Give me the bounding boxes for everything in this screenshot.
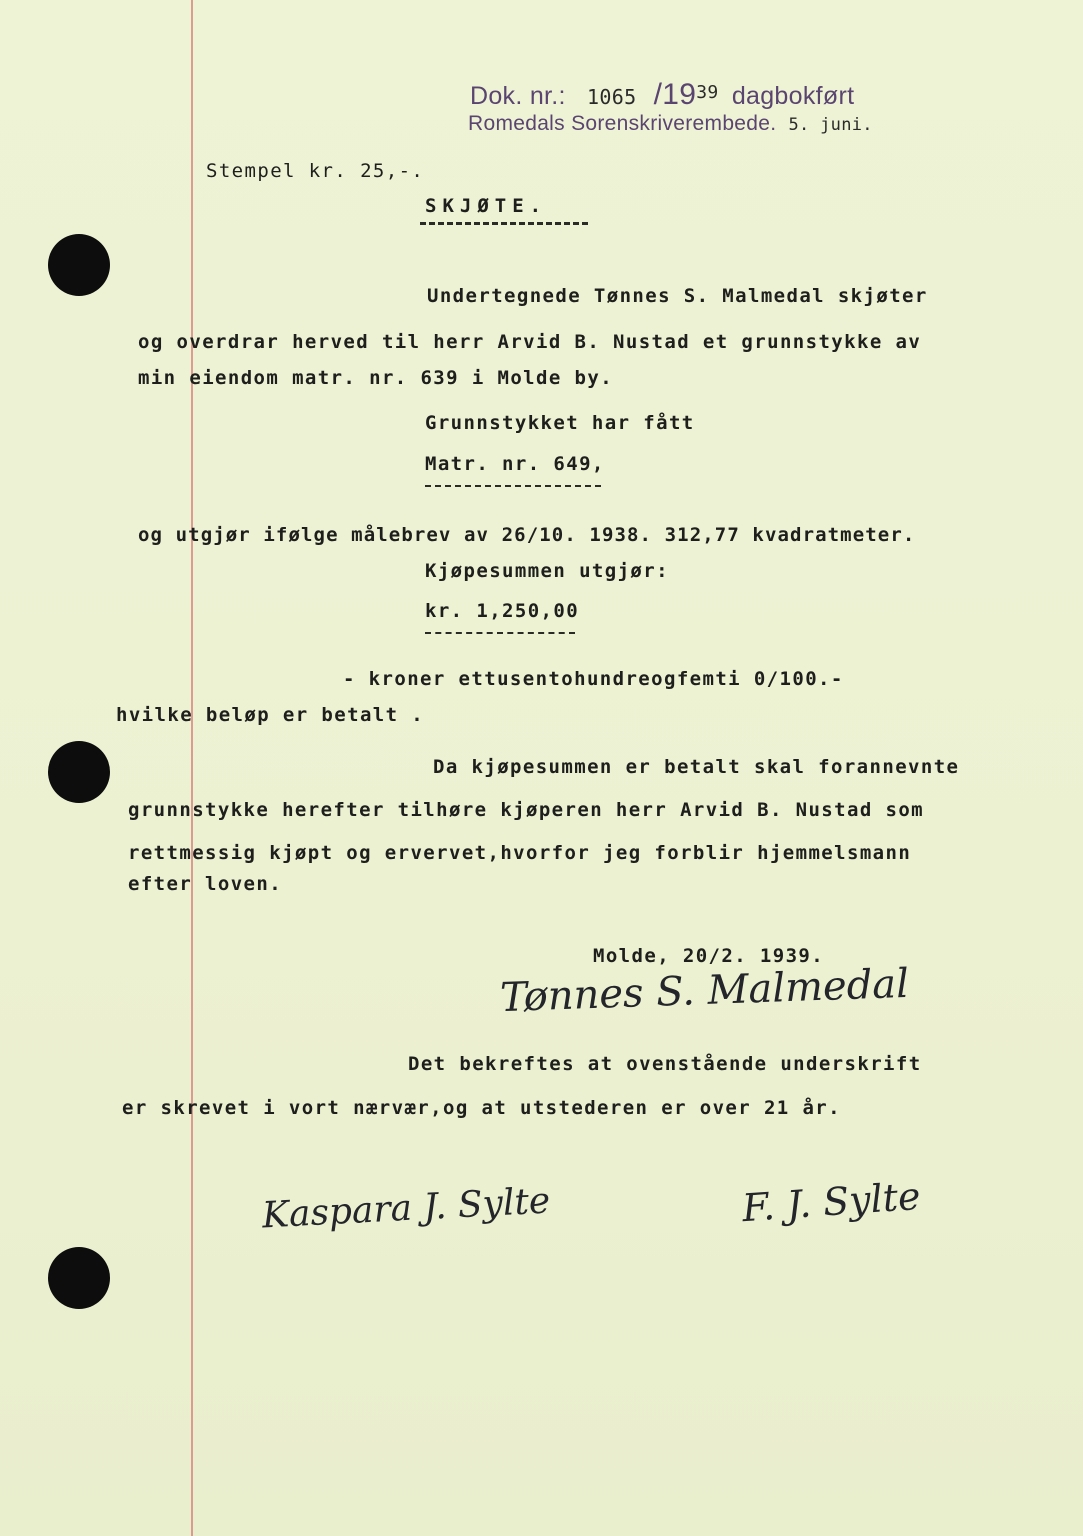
punch-hole-middle [48, 741, 110, 803]
plot-number: Matr. nr. 649, [425, 453, 605, 475]
stamp-date: 5. juni. [788, 115, 873, 135]
paragraph1-line2: og overdrar herved til herr Arvid B. Nustad et grunnstykke av [138, 331, 922, 353]
paragraph2-line1: Da kjøpesummen er betalt skal forannevnte [433, 756, 960, 778]
paragraph2-line3: rettmessig kjøpt og ervervet,hvorfor jeg forblir hjemmelsmann [128, 842, 912, 864]
document-title: SKJØTE. [425, 195, 548, 217]
plot-label: Grunnstykket har fått [425, 412, 695, 434]
punch-hole-bottom [48, 1247, 110, 1309]
stamp-doc-number: 1065 [587, 85, 637, 109]
confirmation-line1: Det bekreftes at ovenstående underskrift [408, 1053, 922, 1075]
seller-signature: Tønnes S. Malmedal [499, 960, 910, 1022]
stamp-mark: : [558, 82, 566, 110]
paragraph2-line2: grunnstykke herefter tilhøre kjøperen herr Arvid B. Nustad som [128, 799, 925, 821]
stamp-duty: Stempel kr. 25,-. [206, 160, 425, 182]
paragraph1-line1: Undertegnede Tønnes S. Malmedal skjøter [427, 285, 928, 307]
stamp-dagbokfort: dagbokført [731, 82, 855, 110]
paid-line: hvilke beløp er betalt . [116, 704, 425, 726]
place-date: Molde, 20/2. 1939. [593, 945, 825, 967]
stamp-year-prefix: /19 [653, 78, 697, 111]
witness2-signature: F. J. Sylte [740, 1173, 922, 1231]
registration-stamp-line2 [468, 112, 873, 136]
price-amount: kr. 1,250,00 [425, 600, 580, 622]
title-underline [420, 222, 588, 225]
confirmation-line2: er skrevet i vort nærvær,og at utstederen er over 21 år. [122, 1097, 841, 1119]
stamp-doc-label: Dok. nr. [470, 82, 559, 110]
price-underline [425, 632, 575, 634]
paragraph2-line4: efter loven. [128, 873, 283, 895]
paragraph1-line3: min eiendom matr. nr. 639 i Molde by. [138, 367, 614, 389]
stamp-year-suffix: 39 [696, 82, 719, 103]
witness1-signature: Kaspara J. Sylte [261, 1180, 552, 1237]
punch-hole-top [48, 234, 110, 296]
price-in-words: - kroner ettusentohundreogfemti 0/100.- [343, 668, 844, 690]
registration-stamp-line1 [470, 78, 854, 112]
margin-rule [191, 0, 193, 1536]
price-label: Kjøpesummen utgjør: [425, 560, 669, 582]
area-line: og utgjør ifølge målebrev av 26/10. 1938. 312,77 kvadratmeter. [138, 524, 916, 546]
plot-number-underline [425, 485, 601, 487]
stamp-office: Romedals Sorenskriverembede. [468, 112, 777, 135]
